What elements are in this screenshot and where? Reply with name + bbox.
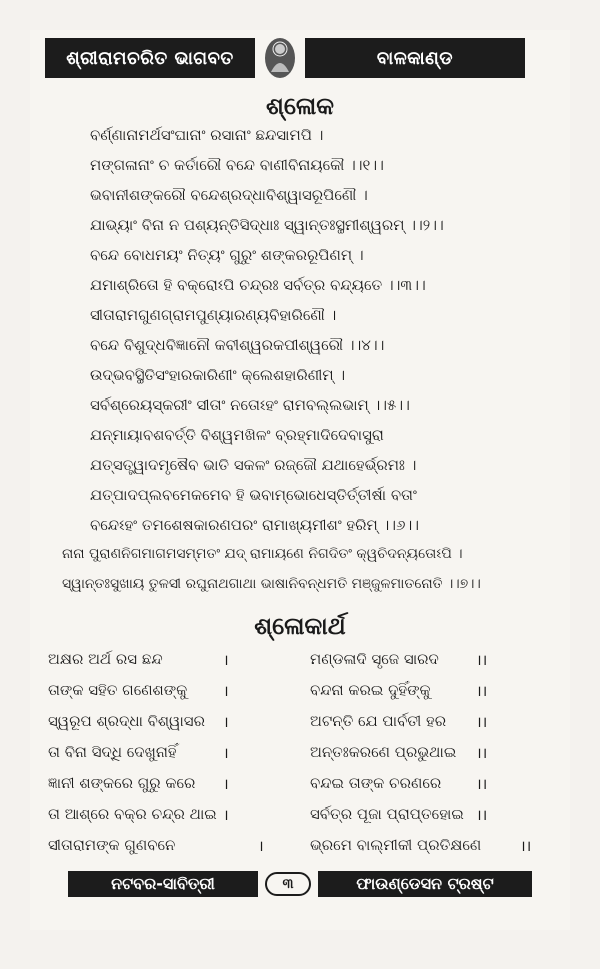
page-number: ୩ xyxy=(265,872,311,896)
meaning-separator: । xyxy=(223,651,229,669)
meaning-separator: । xyxy=(258,837,264,855)
meaning-right: ଅନ୍ତଃକରଣେ ପ୍ରଭୁଥାଇ xyxy=(310,743,457,761)
verse-line: ବନ୍ଦେ ବିଶୁଦ୍ଧବିଜ୍ଞାନୌ କବୀଶ୍ୱରକପୀଶ୍ୱରୌ ।।୪।। xyxy=(90,336,385,354)
meaning-heading: ଶ୍ଳୋକାର୍ଥ xyxy=(254,612,346,640)
meaning-row xyxy=(48,743,548,773)
meaning-end-mark: ।। xyxy=(476,651,488,669)
verse-line: ସ୍ୱାନ୍ତଃସୁଖାୟ ତୁଳସୀ ରଘୁନାଥଗାଥା ଭାଷାନିବନ୍ଧମତି ମଞ୍ଜୁଳମାତନୋତି ।।୭।। xyxy=(62,576,481,592)
meaning-left: ଜ୍ଞାନୀ ଶଙ୍କରେ ଗୁରୁ କରେ xyxy=(48,774,196,792)
meaning-right: ବନ୍ଦଇ ତାଙ୍କ ଚରଣରେ xyxy=(310,774,442,792)
meaning-right: ସର୍ବତ୍ର ପୂଜା ପ୍ରାପ୍ତହୋଇ xyxy=(310,805,464,823)
meaning-end-mark: ।। xyxy=(520,837,532,855)
meaning-end-mark: ।। xyxy=(476,806,488,824)
meaning-separator: । xyxy=(223,682,229,700)
book-title: ଶ୍ରୀରାମଚରିତ ଭାଗବତ xyxy=(45,38,255,78)
verse-line: ସର୍ବଶ୍ରେୟସ୍କରୀଂ ସୀତାଂ ନତୋଽହଂ ରାମବଲ୍ଲଭାମ୍ ।।୫।। xyxy=(90,396,410,414)
verse-line: ବର୍ଣ୍ଣାନାମର୍ଥସଂଘାନାଂ ରସାନାଂ ଛନ୍ଦସାମପି । xyxy=(90,126,324,144)
meaning-end-mark: ।। xyxy=(476,713,488,731)
meaning-left: ସୀତାରାମଙ୍କ ଗୁଣବନେ xyxy=(48,836,176,854)
meaning-row xyxy=(48,712,548,742)
meaning-left: ସ୍ୱରୂପ ଶ୍ରଦ୍ଧା ବିଶ୍ୱାସର xyxy=(48,712,205,730)
meaning-end-mark: ।। xyxy=(476,744,488,762)
verse-line: ଭବାନୀଶଙ୍କରୌ ବନ୍ଦେଶ୍ରଦ୍ଧାବିଶ୍ୱାସରୂପିଣୌ । xyxy=(90,186,368,204)
section-title: ବାଳକାଣ୍ଡ xyxy=(305,38,525,78)
meaning-left: ତା ଆଶ୍ରେ ବକ୍ର ଚନ୍ଦ୍ର ଥାଇ xyxy=(48,805,217,823)
meaning-end-mark: ।। xyxy=(476,775,488,793)
page-header xyxy=(45,38,525,80)
meaning-end-mark: ।। xyxy=(476,682,488,700)
verse-line: ନାନା ପୁରାଣନିଗମାଗମସମ୍ମତଂ ଯଦ୍ ରାମାୟଣେ ନିଗଦିତଂ କ୍ୱଚିଦନ୍ୟତୋଽପି । xyxy=(62,546,463,562)
meaning-right: ଭ୍ରମେ ବାଲ୍ମୀକୀ ପ୍ରତିକ୍ଷଣେ xyxy=(310,836,482,854)
meaning-row xyxy=(48,681,548,711)
verse-line: ମଙ୍ଗଳାନାଂ ଚ କର୍ତାରୌ ବନ୍ଦେ ବାଣୀବିନାୟକୌ ।।୧।। xyxy=(90,156,384,174)
verse-line: ବନ୍ଦେ ବୋଧମୟଂ ନିତ୍ୟଂ ଗୁରୁଂ ଶଙ୍କରରୂପିଣମ୍ । xyxy=(90,246,364,264)
meaning-separator: । xyxy=(223,744,229,762)
verse-line: ଯମାଶ୍ରିତୋ ହି ବକ୍ରୋଽପି ଚନ୍ଦ୍ରଃ ସର୍ବତ୍ର ବନ୍ଦ୍ୟତେ ।।୩।। xyxy=(90,276,426,294)
meaning-row xyxy=(48,774,548,804)
meaning-row xyxy=(48,805,548,835)
meaning-separator: । xyxy=(223,806,229,824)
verse-line: ଯନ୍ମାୟାବଶବର୍ତ୍ତି ବିଶ୍ୱମଖିଳଂ ବ୍ରହ୍ମାଦିଦେବାସୁରା xyxy=(90,426,384,444)
verse-line: ବନ୍ଦେଽହଂ ତମଶେଷକାରଣପରଂ ରାମାଖ୍ୟମୀଶଂ ହରିମ୍ ।।୬।। xyxy=(90,516,419,534)
footer-left-text: ନଟବର-ସାବିତ୍ରୀ xyxy=(68,871,258,897)
meaning-separator: । xyxy=(223,713,229,731)
meaning-left: ଅକ୍ଷର ଅର୍ଥ ରସ ଛନ୍ଦ xyxy=(48,650,163,668)
meaning-right: ବନ୍ଦନା କରଇ ଦୁହିଁଙ୍କୁ xyxy=(310,681,431,699)
meaning-left: ତାଙ୍କ ସହିତ ଗଣେଶଙ୍କୁ xyxy=(48,681,188,699)
footer-right-text: ଫାଉଣ୍ଡେସନ ଟ୍ରଷ୍ଟ xyxy=(318,871,532,897)
verse-line: ଉଦ୍ଭବସ୍ଥିତିସଂହାରକାରିଣୀଂ କ୍ଲେଶହାରିଣୀମ୍ । xyxy=(90,366,346,384)
page-footer xyxy=(68,871,532,897)
verse-line: ଯାଭ୍ୟାଂ ବିନା ନ ପଶ୍ୟନ୍ତିସିଦ୍ଧାଃ ସ୍ୱାନ୍ତଃସ୍ଥମୀଶ୍ୱରମ୍ ।।୨।। xyxy=(90,216,444,234)
verse-line: ସୀତାରାମଗୁଣଗ୍ରାମପୁଣ୍ୟାରଣ୍ୟବିହାରିଣୌ । xyxy=(90,306,337,324)
meaning-row xyxy=(48,836,548,866)
meaning-separator: । xyxy=(223,775,229,793)
meaning-right: ମଣ୍ଡଳାଦି ସୃଜେ ସାରଦ xyxy=(310,650,439,668)
verse-line: ଯତ୍ପାଦପ୍ଲବମେକମେବ ହି ଭବାମ୍ଭୋଧେସ୍ତିର୍ତ୍ତୀର୍ଷା ବତାଂ xyxy=(90,486,417,504)
deity-emblem-icon xyxy=(263,36,297,80)
meaning-right: ଅଟନ୍ତି ଯେ ପାର୍ବତୀ ହର xyxy=(310,712,447,730)
meaning-row xyxy=(48,650,548,680)
sloka-heading: ଶ୍ଳୋକ xyxy=(266,92,334,120)
meaning-left: ତା ବିନା ସିଦ୍ଧି ଦେଖୁନାହିଁ xyxy=(48,743,177,761)
verse-line: ଯତ୍ସତ୍ତ୍ୱାଦମୃଷୈବ ଭାତି ସକଳଂ ରଜ୍ଜୌ ଯଥାହେର୍ଭ୍ରମଃ । xyxy=(90,456,417,474)
